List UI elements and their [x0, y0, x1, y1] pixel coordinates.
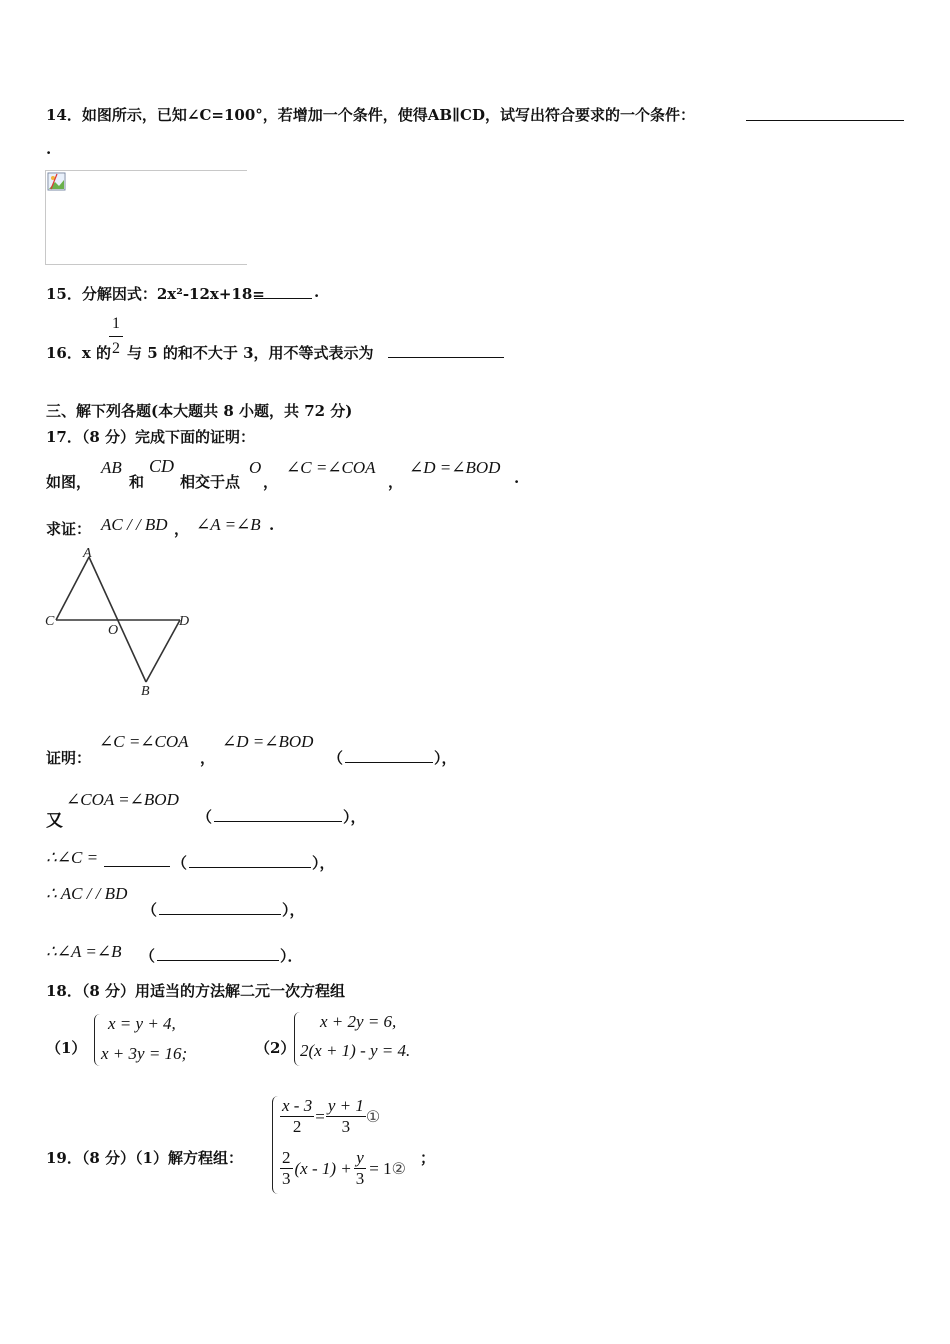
q17-given-cond2: ∠D =∠BOD: [409, 458, 501, 477]
q19-eq-1-equals: =: [315, 1106, 325, 1126]
segment-BD: [146, 620, 180, 682]
q19-frac-4-den: 3: [355, 1169, 365, 1188]
point-label-B: B: [141, 684, 150, 699]
q19-frac-1: [280, 1096, 314, 1137]
q14-period: .: [46, 140, 52, 158]
section3-title: 三、解下列各题(本大题共 8 小题，共 72 分): [46, 402, 353, 420]
q17-proof-5: ∴∠A =∠B: [46, 942, 122, 961]
q17-prove-period: .: [269, 516, 275, 534]
q17-proof-3-lp: （: [172, 854, 188, 872]
q17-prove-1: AC / / BD: [101, 515, 168, 534]
q15-answer-blank[interactable]: [254, 284, 312, 299]
q19-frac-2-num: y + 1: [327, 1096, 364, 1115]
q16-answer-blank[interactable]: [388, 343, 504, 358]
q17-given-o: O: [249, 458, 262, 477]
q17-geometry-figure: [40, 542, 200, 702]
q17-proof-2-rp: ），: [343, 808, 366, 826]
q17-step-3-blank[interactable]: [104, 852, 170, 867]
q18-head: 18．（8 分）用适当的方法解二元一次方程组: [46, 982, 346, 1000]
q19-system-brace: [272, 1096, 280, 1194]
q16-fraction: [109, 314, 123, 359]
q19-eq-1: [280, 1096, 380, 1137]
q19-frac-2: [326, 1096, 366, 1137]
q17-proof-5-rp: ）．: [280, 947, 303, 965]
broken-image-icon: [47, 172, 67, 192]
q14-figure-placeholder: [45, 170, 247, 265]
q17-given-cond1: ∠C =∠COA: [286, 458, 376, 477]
q19-frac-1-den: 2: [292, 1117, 302, 1136]
q17-sep1: ，: [263, 473, 279, 491]
q17-proof-4-rp: ），: [282, 901, 305, 919]
q17-sep2: ，: [388, 473, 404, 491]
q17-proof-1a: ∠C =∠COA: [99, 732, 189, 751]
q17-head: 17．（8 分）完成下面的证明：: [46, 428, 256, 446]
q16-suffix: 与 5 的和不大于 3，用不等式表示为: [127, 344, 374, 362]
segment-CA: [56, 557, 89, 620]
q18-label-2: （2）: [255, 1039, 296, 1057]
q17-proof-1-rp: ），: [434, 749, 457, 767]
q19-frac-2-den: 3: [341, 1117, 351, 1136]
q19-eq-2-mark: ②: [391, 1160, 406, 1178]
q17-proof-2: ∠COA =∠BOD: [66, 790, 179, 809]
q15-period: .: [314, 283, 320, 301]
q17-given-meet: 相交于点: [180, 473, 241, 491]
q17-given-period: .: [514, 469, 520, 487]
q17-proof-1-sep: ，: [200, 749, 216, 767]
q19-eq-2-rhs: = 1: [369, 1158, 392, 1178]
q14-text: 14．如图所示，已知∠C=100°，若增加一个条件，使得AB∥CD，试写出符合要求的一个条件：: [46, 106, 695, 124]
q17-reason-5-blank[interactable]: [157, 946, 279, 961]
q17-proof-4: ∴ AC / / BD: [46, 884, 128, 903]
point-label-O: O: [108, 623, 119, 638]
q19-frac-4-num: y: [356, 1148, 364, 1167]
q18-eq-2b: 2(x + 1) - y = 4.: [300, 1041, 411, 1060]
q19-frac-3-num: 2: [282, 1148, 291, 1167]
q19-end: ；: [420, 1149, 436, 1167]
q17-proof-1-lp: （: [328, 749, 344, 767]
q17-proof-you: 又: [46, 811, 63, 831]
q17-prove-prefix: 求证：: [46, 520, 92, 538]
q17-proof-prefix: 证明：: [46, 749, 92, 767]
q17-proof-1b: ∠D =∠BOD: [222, 732, 314, 751]
q19-frac-1-num: x - 3: [282, 1096, 313, 1115]
q16-frac-den: 2: [112, 340, 120, 357]
q17-reason-3-blank[interactable]: [189, 853, 311, 868]
q18-eq-1b: x + 3y = 16;: [101, 1044, 188, 1063]
q19-head: 19．（8 分）（1）解方程组：: [46, 1149, 243, 1167]
q19-frac-3-den: 3: [282, 1169, 291, 1188]
q18-system-1-brace: [94, 1014, 101, 1066]
q17-proof-5-lp: （: [140, 947, 156, 965]
q16-prefix: 16．x 的: [46, 344, 112, 362]
q17-prove-sep: ，: [174, 520, 190, 538]
point-label-C: C: [45, 614, 55, 629]
q17-given-and: 和: [129, 473, 145, 491]
q14-answer-blank[interactable]: [746, 104, 904, 121]
q19-frac-4: [354, 1148, 367, 1189]
q17-reason-2-blank[interactable]: [214, 807, 342, 822]
q18-eq-2a: x + 2y = 6,: [320, 1012, 397, 1031]
q17-given-prefix: 如图，: [46, 473, 92, 491]
q19-eq-2: [280, 1148, 406, 1189]
q16-frac-num: 1: [112, 315, 120, 332]
q17-prove-2: ∠A =∠B: [196, 515, 261, 534]
q17-reason-1-blank[interactable]: [345, 748, 433, 763]
q17-given-cd: CD: [149, 456, 175, 476]
q17-given-ab: AB: [101, 458, 122, 477]
q19-frac-3: [280, 1148, 293, 1189]
q18-label-1: （1）: [46, 1039, 87, 1057]
q18-eq-1a: x = y + 4,: [108, 1014, 176, 1033]
q17-proof-3: ∴∠C =: [46, 848, 99, 867]
q19-eq-1-mark: ①: [365, 1108, 381, 1126]
q19-eq-2-mid: (x - 1) +: [294, 1158, 352, 1178]
point-label-A: A: [83, 546, 92, 561]
q17-proof-2-lp: （: [197, 808, 213, 826]
point-label-D: D: [179, 614, 190, 629]
q17-reason-4-blank[interactable]: [159, 900, 281, 915]
q17-proof-3-rp: ），: [312, 854, 335, 872]
q15-text: 15．分解因式：2x²-12x+18=: [46, 285, 265, 303]
q17-proof-4-lp: （: [142, 901, 158, 919]
